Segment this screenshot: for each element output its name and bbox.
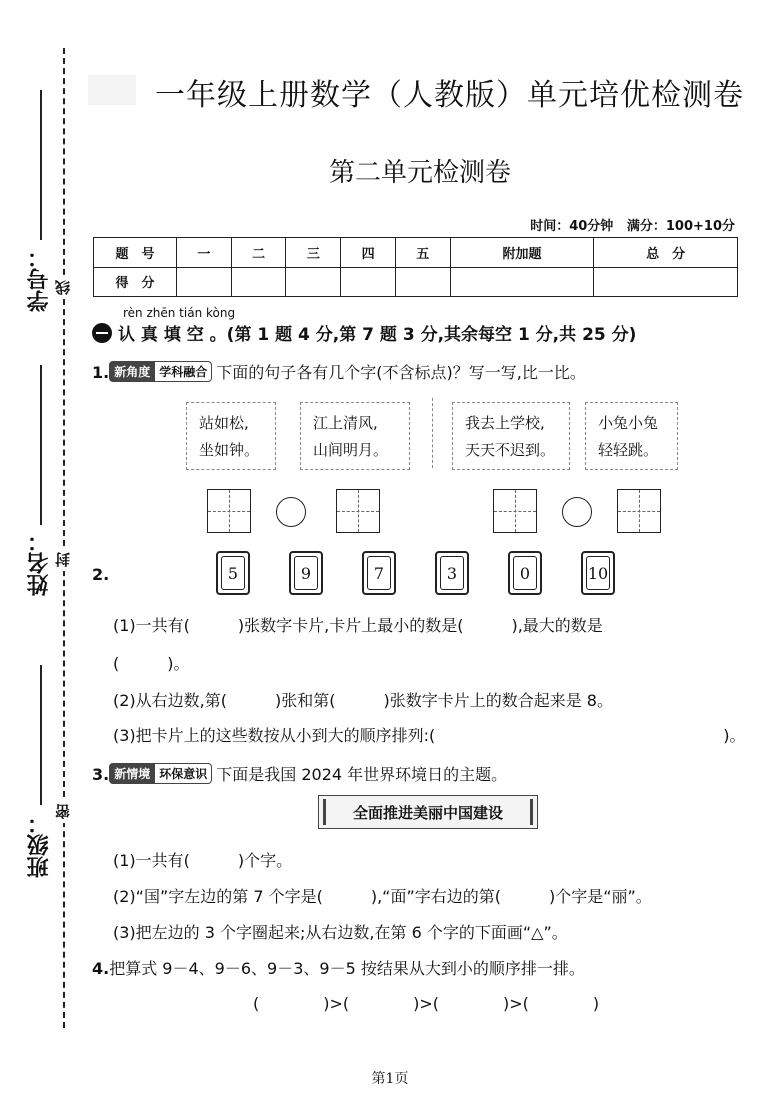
number-card <box>508 551 542 595</box>
q2-part-1-cont: ( )。 <box>113 654 190 673</box>
answer-grid-box[interactable] <box>493 489 537 533</box>
score-input-cell[interactable] <box>341 267 396 297</box>
compare-circle[interactable] <box>562 497 592 527</box>
tag-subject-fusion: 学科融合 <box>155 361 212 382</box>
q3-part-3: (3)把左边的 3 个字圈起来;从右边数,在第 6 个字的下面画“△”。 <box>113 923 568 942</box>
section-title: 认 真 填 空 。(第 1 题 4 分,第 7 题 3 分,其余每空 1 分,共 25 分) <box>118 325 637 345</box>
number-card-value: 5 <box>221 556 245 590</box>
number-card-value: 3 <box>440 556 464 590</box>
number-card-value: 9 <box>294 556 318 590</box>
score-cell: 一 <box>177 238 232 268</box>
score-cell: 二 <box>231 238 286 268</box>
sentence-card <box>585 402 678 470</box>
name-label: 姓名： <box>27 530 52 596</box>
number-card-value: 7 <box>367 556 391 590</box>
question-number-2: 2. <box>92 565 110 584</box>
question-3 <box>92 762 507 785</box>
score-table-header-row <box>94 238 738 268</box>
score-row-label: 得 分 <box>94 267 177 297</box>
question-1 <box>92 360 586 383</box>
sentence-line: 我去上学校, <box>465 414 545 432</box>
score-input-cell[interactable] <box>286 267 341 297</box>
seal-mark-secret: 密 <box>52 800 73 823</box>
question-number: 1. <box>92 363 110 382</box>
score-cell: 三 <box>286 238 341 268</box>
tag-new-context: 新情境 <box>109 763 155 784</box>
compare-circle[interactable] <box>276 497 306 527</box>
page-title: 一年级上册数学（人教版）单元培优检测卷 <box>155 78 744 113</box>
question-number: 4. <box>92 959 110 978</box>
score-input-cell[interactable] <box>177 267 232 297</box>
score-input-cell[interactable] <box>450 267 594 297</box>
tag-environment: 环保意识 <box>155 763 212 784</box>
sentence-card <box>186 402 276 470</box>
score-cell: 五 <box>395 238 450 268</box>
page-number: 第1页 <box>371 1071 409 1087</box>
class-label: 班级： <box>27 812 52 878</box>
score-cell: 总 分 <box>594 238 738 268</box>
sentence-line: 轻轻跳。 <box>598 441 659 459</box>
sentence-line: 江上清风, <box>313 414 378 432</box>
sentence-line: 站如松, <box>199 414 249 432</box>
title-shade <box>88 75 136 105</box>
answer-grid-box[interactable] <box>207 489 251 533</box>
score-input-cell[interactable] <box>395 267 450 297</box>
score-cell: 题 号 <box>94 238 177 268</box>
q2-part-1: (1)一共有( )张数字卡片,卡片上最小的数是( ),最大的数是 <box>113 616 603 635</box>
score-input-cell[interactable] <box>231 267 286 297</box>
q3-part-1: (1)一共有( )个字。 <box>113 851 293 870</box>
section-pinyin: rèn zhēn tián kòng <box>123 306 236 320</box>
question-text: 下面的句子各有几个字(不含标点)？写一写,比一比。 <box>216 363 586 382</box>
number-card-value: 10 <box>586 556 610 590</box>
number-card <box>289 551 323 595</box>
name-blank[interactable] <box>40 365 42 525</box>
time-limit: 时间：40分钟 <box>530 219 614 234</box>
theme-banner <box>318 795 538 829</box>
q2-part-3: (3)把卡片上的这些数按从小到大的顺序排列:( )。 <box>113 726 746 745</box>
sentence-line: 山间明月。 <box>313 441 389 459</box>
number-card <box>216 551 250 595</box>
answer-grid-box[interactable] <box>336 489 380 533</box>
q4-answer-row: ( )>( )>( )>( ) <box>253 994 600 1013</box>
score-input-cell[interactable] <box>594 267 738 297</box>
question-text: 下面是我国 2024 年世界环境日的主题。 <box>216 765 508 784</box>
q3-part-2: (2)“国”字左边的第 7 个字是( ),“面”字右边的第( )个字是“丽”。 <box>113 887 652 906</box>
number-card <box>581 551 615 595</box>
seal-mark-line: 线 <box>52 276 73 299</box>
card-group-divider <box>432 398 433 468</box>
question-text: 把算式 9－4、9－6、9－3、9－5 按结果从大到小的顺序排一排。 <box>109 959 585 978</box>
full-score: 满分：100+10分 <box>626 219 735 234</box>
sentence-line: 小兔小兔 <box>598 414 659 432</box>
q2-part-2: (2)从右边数,第( )张和第( )张数字卡片上的数合起来是 8。 <box>113 691 613 710</box>
score-table <box>93 237 738 297</box>
number-card-value: 0 <box>513 556 537 590</box>
sentence-card <box>300 402 410 470</box>
class-blank[interactable] <box>40 665 42 805</box>
sentence-card <box>452 402 570 470</box>
answer-grid-box[interactable] <box>617 489 661 533</box>
question-4 <box>92 956 585 979</box>
section-one-badge-icon <box>92 323 112 343</box>
binding-dash-line <box>63 48 65 1028</box>
sentence-line: 天天不迟到。 <box>465 441 556 459</box>
score-table-score-row <box>94 267 738 297</box>
exam-meta <box>530 215 735 234</box>
seal-mark-seal: 封 <box>52 548 73 571</box>
number-card <box>362 551 396 595</box>
tag-new-angle: 新角度 <box>109 361 155 382</box>
score-cell: 四 <box>341 238 396 268</box>
number-card <box>435 551 469 595</box>
sentence-line: 坐如钟。 <box>199 441 260 459</box>
page-subtitle: 第二单元检测卷 <box>328 158 511 188</box>
student-id-label: 学号： <box>27 246 52 312</box>
question-number: 3. <box>92 765 110 784</box>
score-cell: 附加题 <box>450 238 594 268</box>
theme-banner-text: 全面推进美丽中国建设 <box>352 803 503 822</box>
